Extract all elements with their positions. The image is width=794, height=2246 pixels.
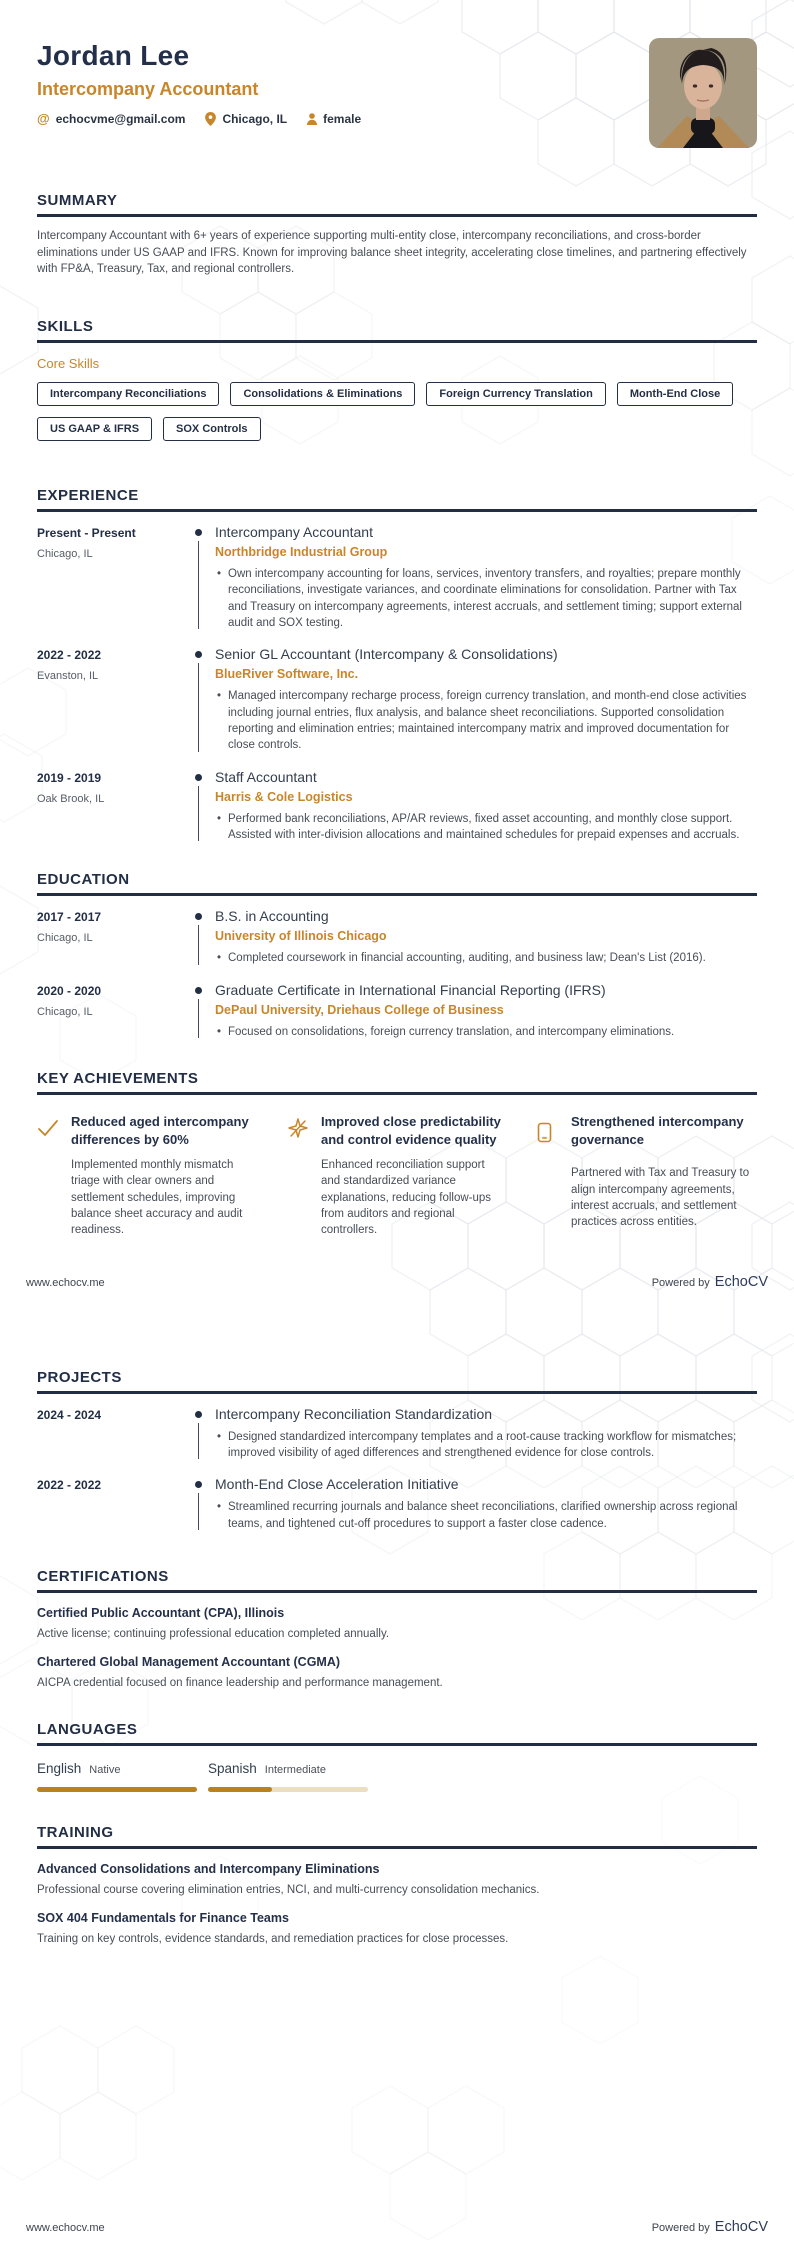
certification-item — [37, 1655, 757, 1691]
sparkle-icon — [287, 1117, 313, 1144]
entry-meta — [37, 982, 195, 1040]
language-item — [208, 1760, 379, 1792]
powered-by — [652, 2218, 768, 2236]
achievement-item — [537, 1113, 757, 1239]
project-entries — [37, 1406, 757, 1532]
person-job-title: Intercompany Accountant — [37, 79, 259, 99]
degree-title: Graduate Certificate in International Financial Reporting (IFRS) — [215, 981, 606, 998]
training-title: SOX 404 Fundamentals for Finance Teams — [37, 1911, 289, 1926]
certification-item — [37, 1606, 757, 1642]
summary-text: Intercompany Accountant with 6+ years of experience supporting multi-entity close, intercompany reconciliations, and cross-border eliminations under US GAAP and IFRS. Known for improving balance sheet integrity, accelerating close timelines, and partnering effectively with FP&A, Treasury, Tax, and regional controllers. — [37, 230, 747, 276]
entry-meta — [37, 646, 195, 753]
entry-dates: 2019 - 2019 — [37, 770, 102, 785]
training-title: Advanced Consolidations and Intercompany Eliminations — [37, 1862, 380, 1877]
footer-url[interactable]: www.echocv.me — [26, 1276, 105, 1289]
language-name: Spanish — [208, 1761, 257, 1777]
achievement-title: Strengthened intercompany governance — [571, 1113, 744, 1147]
achievement-item — [37, 1113, 257, 1239]
section-education — [37, 871, 757, 1040]
experience-entry — [37, 524, 757, 631]
powered-by — [652, 1273, 768, 1291]
achievement-text: Partnered with Tax and Treasury to align intercompany agreements, interest accruals, and settlement practices across entities. — [571, 1167, 750, 1229]
entry-dates: 2017 - 2017 — [37, 910, 102, 925]
achievement-title: Improved close predictability and control evidence quality — [321, 1113, 501, 1147]
skills-heading: SKILLS — [37, 318, 757, 343]
entry-location: Chicago, IL — [37, 932, 93, 945]
section-skills — [37, 318, 757, 441]
degree-title: B.S. in Accounting — [215, 908, 329, 925]
timeline-marker — [195, 1406, 215, 1462]
certification-title: Certified Public Accountant (CPA), Illinois — [37, 1606, 285, 1620]
header — [37, 0, 757, 148]
entry-body — [215, 1476, 757, 1532]
powered-by-label: Powered by — [651, 2222, 710, 2234]
skill-chip: Consolidations & Eliminations — [230, 382, 415, 406]
check-icon — [37, 1119, 63, 1142]
entry-dates: 2020 - 2020 — [37, 983, 102, 998]
gender-text: female — [323, 111, 362, 126]
education-entry — [37, 908, 757, 966]
skill-chip: SOX Controls — [163, 417, 261, 441]
training-description: Training on key controls, evidence standards, and remediation practices for close processes. — [37, 1933, 509, 1946]
certification-description: AICPA credential focused on finance leadership and performance management. — [37, 1677, 443, 1690]
entry-body — [215, 769, 757, 844]
entry-body — [215, 982, 757, 1040]
at-icon: @ — [37, 111, 50, 126]
section-training — [37, 1824, 757, 1947]
achievements-heading: KEY ACHIEVEMENTS — [37, 1070, 757, 1095]
person-icon — [307, 113, 317, 125]
page2-footer — [26, 2218, 768, 2236]
school-name: DePaul University, Driehaus College of Business — [215, 1002, 504, 1017]
projects-heading: PROJECTS — [37, 1369, 757, 1394]
experience-entries — [37, 524, 757, 843]
section-experience — [37, 487, 757, 843]
language-item — [37, 1760, 208, 1792]
achievement-grid — [37, 1113, 757, 1239]
entry-dates: 2022 - 2022 — [37, 648, 102, 663]
achievement-title: Reduced aged intercompany differences by 60% — [71, 1113, 249, 1147]
language-grid — [37, 1760, 757, 1792]
timeline-marker — [195, 646, 215, 753]
contact-email[interactable] — [37, 111, 185, 126]
entry-meta — [37, 1406, 195, 1462]
section-certifications — [37, 1568, 757, 1691]
school-name: University of Illinois Chicago — [215, 929, 387, 944]
powered-by-label: Powered by — [651, 1276, 710, 1289]
entry-dates: 2024 - 2024 — [37, 1407, 102, 1422]
contact-location — [205, 112, 287, 126]
profile-photo — [649, 38, 757, 148]
skill-chip: Foreign Currency Translation — [426, 382, 605, 406]
email-text: echocvme@gmail.com — [55, 111, 186, 126]
entry-body — [215, 1406, 757, 1462]
language-proficiency-fill — [37, 1787, 197, 1792]
job-title: Intercompany Accountant — [215, 524, 373, 541]
contact-gender — [307, 112, 361, 126]
training-item — [37, 1911, 757, 1947]
education-bullet: • Focused on consolidations, foreign currency translation, and intercompany eliminations. — [215, 1024, 757, 1040]
certification-description: Active license; continuing professional education completed annually. — [37, 1628, 390, 1640]
education-entry — [37, 982, 757, 1040]
echocv-brand: EchoCV — [714, 2219, 768, 2235]
company-name: BlueRiver Software, Inc. — [215, 667, 359, 682]
entry-dates: 2022 - 2022 — [37, 1478, 102, 1493]
entry-body — [215, 524, 757, 631]
experience-entry — [37, 769, 757, 844]
education-entries — [37, 908, 757, 1040]
language-name: English — [37, 1761, 82, 1777]
achievement-item — [287, 1113, 507, 1239]
certification-title: Chartered Global Management Accountant (CGMA) — [37, 1655, 341, 1670]
timeline-marker — [195, 908, 215, 966]
summary-heading: SUMMARY — [37, 192, 757, 217]
project-title: Intercompany Reconciliation Standardization — [215, 1405, 493, 1422]
timeline-marker — [195, 769, 215, 844]
language-proficiency-bar — [37, 1787, 197, 1792]
education-heading: EDUCATION — [37, 871, 757, 896]
project-bullet: • Designed standardized intercompany templates and a root-cause tracking workflow for mismatches; improved visibility of aged differences and strengthened evidence for close controls. — [215, 1429, 757, 1462]
job-bullet: • Own intercompany accounting for loans, services, inventory transfers, and royalties; prepare monthly reconciliations, investigate variances, and coordinate eliminations for consolidation. Partner with Tax and Treasury on intercompany agreements, interest accruals, and settlement timing; support external audit and SOX testing. — [215, 566, 757, 631]
skill-chip: US GAAP & IFRS — [37, 417, 152, 441]
training-description: Professional course covering elimination entries, NCI, and multi-currency consolidation mechanics. — [37, 1884, 540, 1897]
timeline-marker — [195, 982, 215, 1040]
timeline-marker — [195, 1476, 215, 1532]
entry-meta — [37, 524, 195, 631]
entry-body — [215, 646, 757, 753]
phone-icon — [537, 1122, 563, 1148]
entry-location: Chicago, IL — [37, 1005, 93, 1018]
achievement-text: Enhanced reconciliation support and standardized variance explanations, reducing follow-ups from auditors and regional controllers. — [321, 1159, 492, 1237]
language-level: Intermediate — [264, 1764, 326, 1777]
entry-meta — [37, 769, 195, 844]
entry-body — [215, 908, 757, 966]
skill-chip-list — [37, 382, 757, 441]
header-text — [37, 40, 361, 126]
skill-chip: Intercompany Reconciliations — [37, 382, 219, 406]
experience-entry — [37, 646, 757, 753]
achievement-text: Implemented monthly mismatch triage with clear owners and settlement schedules, improving balance sheet accuracy and audit readiness. — [71, 1159, 243, 1237]
training-item — [37, 1862, 757, 1898]
profile-photo-illustration — [649, 38, 757, 148]
entry-dates: Present - Present — [37, 526, 136, 541]
job-title: Senior GL Accountant (Intercompany & Consolidations) — [215, 646, 558, 663]
entry-location: Chicago, IL — [37, 548, 93, 561]
job-bullet: • Performed bank reconciliations, AP/AR reviews, fixed asset accounting, and monthly close support. Assisted with inter-division allocations and maintained schedules for prepaid expenses and accruals. — [215, 811, 757, 844]
contact-row — [37, 111, 361, 126]
skill-chip: Month-End Close — [617, 382, 733, 406]
project-bullet: • Streamlined recurring journals and balance sheet reconciliations, clarified ownership across regional teams, and tightened cut-off procedures to support a faster close cadence. — [215, 1499, 757, 1532]
language-proficiency-bar — [208, 1787, 368, 1792]
education-bullet: • Completed coursework in financial accounting, auditing, and business law; Dean's List (2016). — [215, 950, 757, 966]
training-heading: TRAINING — [37, 1824, 757, 1849]
experience-heading: EXPERIENCE — [37, 487, 757, 512]
section-summary — [37, 192, 757, 278]
page1-footer — [26, 1273, 768, 1291]
project-entry — [37, 1406, 757, 1462]
company-name: Harris & Cole Logistics — [215, 789, 353, 804]
section-projects — [37, 1369, 757, 1532]
job-bullet: • Managed intercompany recharge process, foreign currency translation, and month-end close activities including journal entries, flux analysis, and balance sheet reconciliations. Supported consolidation reporting and elimination entries; maintained intercompany matrix and improved documentation for close controls. — [215, 688, 757, 753]
certifications-heading: CERTIFICATIONS — [37, 1568, 757, 1593]
project-entry — [37, 1476, 757, 1532]
language-level: Native — [89, 1764, 121, 1777]
entry-location: Evanston, IL — [37, 670, 99, 683]
location-pin-icon — [205, 112, 216, 126]
section-achievements — [37, 1070, 757, 1239]
echocv-brand: EchoCV — [714, 1273, 768, 1290]
languages-heading: LANGUAGES — [37, 1721, 757, 1746]
footer-url[interactable]: www.echocv.me — [26, 2222, 105, 2234]
person-name: Jordan Lee — [37, 40, 190, 71]
language-proficiency-fill — [208, 1787, 272, 1792]
company-name: Northbridge Industrial Group — [215, 545, 388, 560]
project-title: Month-End Close Acceleration Initiative — [215, 1476, 459, 1493]
section-languages — [37, 1721, 757, 1792]
location-text: Chicago, IL — [222, 111, 288, 126]
entry-meta — [37, 908, 195, 966]
timeline-marker — [195, 524, 215, 631]
entry-meta — [37, 1476, 195, 1532]
entry-location: Oak Brook, IL — [37, 792, 105, 805]
job-title: Staff Accountant — [215, 768, 317, 785]
skills-group-label: Core Skills — [37, 356, 100, 372]
